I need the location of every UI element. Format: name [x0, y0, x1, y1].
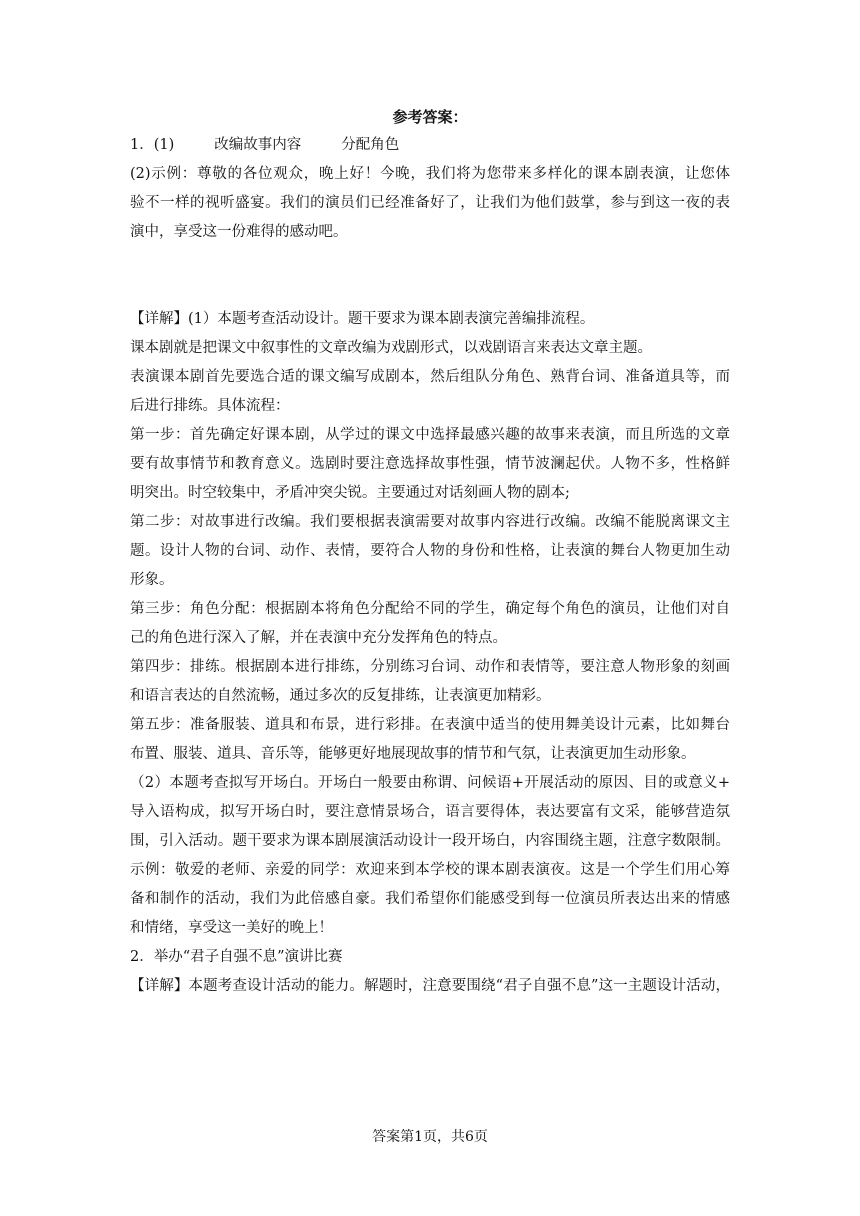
- detail-line: 布置、服装、道具、音乐等，能够更好地展现故事的情节和气氛，让表演更加生动形象。: [130, 746, 696, 762]
- detail-line: 【详解】(1）本题考查活动设计。题干要求为课本剧表演完善编排流程。: [130, 311, 595, 327]
- detail-line: 表演课本剧首先要选合适的课文编写成剧本，然后组队分角色、熟背台词、准备道具等，而: [130, 369, 730, 385]
- detail-line: 和语言表达的自然流畅，通过多次的反复排练，让表演更加精彩。: [130, 688, 551, 704]
- detail-line: 【详解】本题考查设计活动的能力。解题时，注意要围绕“君子自强不息”这一主题设计活动，: [130, 978, 730, 994]
- q1-number: 1．(1): [130, 137, 175, 153]
- q1-answer-item: 分配角色: [341, 137, 400, 153]
- page-footer: 答案第1页，共6页: [372, 1129, 488, 1145]
- detail-line: 课本剧就是把课文中叙事性的文章改编为戏剧形式，以戏剧语言来表达文章主题。: [130, 340, 652, 356]
- detail-line: 第三步：角色分配：根据剧本将角色分配给不同的学生，确定每个角色的演员，让他们对自: [130, 601, 730, 617]
- detail-line: 围，引入活动。题干要求为课本剧展演活动设计一段开场白，内容围绕主题，注意字数限制。: [130, 833, 730, 849]
- detail-line: 第一步：首先确定好课本剧，从学过的课文中选择最感兴趣的故事来表演，而且所选的文章: [130, 427, 730, 443]
- q1-example-line: 验不一样的视听盛宴。我们的演员们已经准备好了，让我们为他们鼓掌，参与到这一夜的表: [130, 195, 730, 211]
- detail-line: 第二步：对故事进行改编。我们要根据表演需要对故事内容进行改编。改编不能脱离课文主: [130, 514, 730, 530]
- spacer: [130, 247, 730, 305]
- q2-answer-line: 2．举办“君子自强不息”演讲比赛: [130, 949, 343, 965]
- detail-line: 备和制作的活动，我们为此倍感自豪。我们希望你们能感受到每一位演员所表达出来的情感: [130, 891, 730, 907]
- detail-line: （2）本题考查拟写开场白。开场白一般要由称谓、问候语+开展活动的原因、目的或意义+: [130, 775, 730, 791]
- page-title: 参考答案：: [392, 108, 468, 126]
- detail-line: 导入语构成，拟写开场白时，要注意情景场合，语言要得体，表达要富有文采，能够营造氛: [130, 804, 730, 820]
- detail-line: 明突出。时空较集中，矛盾冲突尖锐。主要通过对话刻画人物的剧本;: [130, 485, 570, 501]
- q1-example-line: 演中，享受这一份难得的感动吧。: [130, 224, 348, 240]
- detail-line: 第四步：排练。根据剧本进行排练，分别练习台词、动作和表情等，要注意人物形象的刻画: [130, 659, 730, 675]
- detail-line: 要有故事情节和教育意义。选剧时要注意选择故事性强，情节波澜起伏。人物不多，性格鲜: [130, 456, 730, 472]
- detail-line: 第五步：准备服装、道具和布景，进行彩排。在表演中适当的使用舞美设计元素，比如舞台: [130, 717, 730, 733]
- detail-line: 己的角色进行深入了解，并在表演中充分发挥角色的特点。: [130, 630, 507, 646]
- q1-answer-line: [130, 131, 730, 160]
- detail-line: 后进行排练。具体流程：: [130, 398, 290, 414]
- detail-line: 和情绪，享受这一美好的晚上！: [130, 920, 333, 936]
- answer-content: [130, 131, 730, 1001]
- detail-line: 形象。: [130, 572, 174, 588]
- detail-line: 示例：敬爱的老师、亲爱的同学：欢迎来到本学校的课本剧表演夜。这是一个学生们用心筹: [130, 862, 730, 878]
- detail-line: 题。设计人物的台词、动作、表情，要符合人物的身份和性格，让表演的舞台人物更加生动: [130, 543, 730, 559]
- q1-example-line: (2)示例：尊敬的各位观众，晚上好！今晚，我们将为您带来多样化的课本剧表演，让您体: [130, 166, 730, 182]
- q1-answer-item: 改编故事内容: [214, 137, 302, 153]
